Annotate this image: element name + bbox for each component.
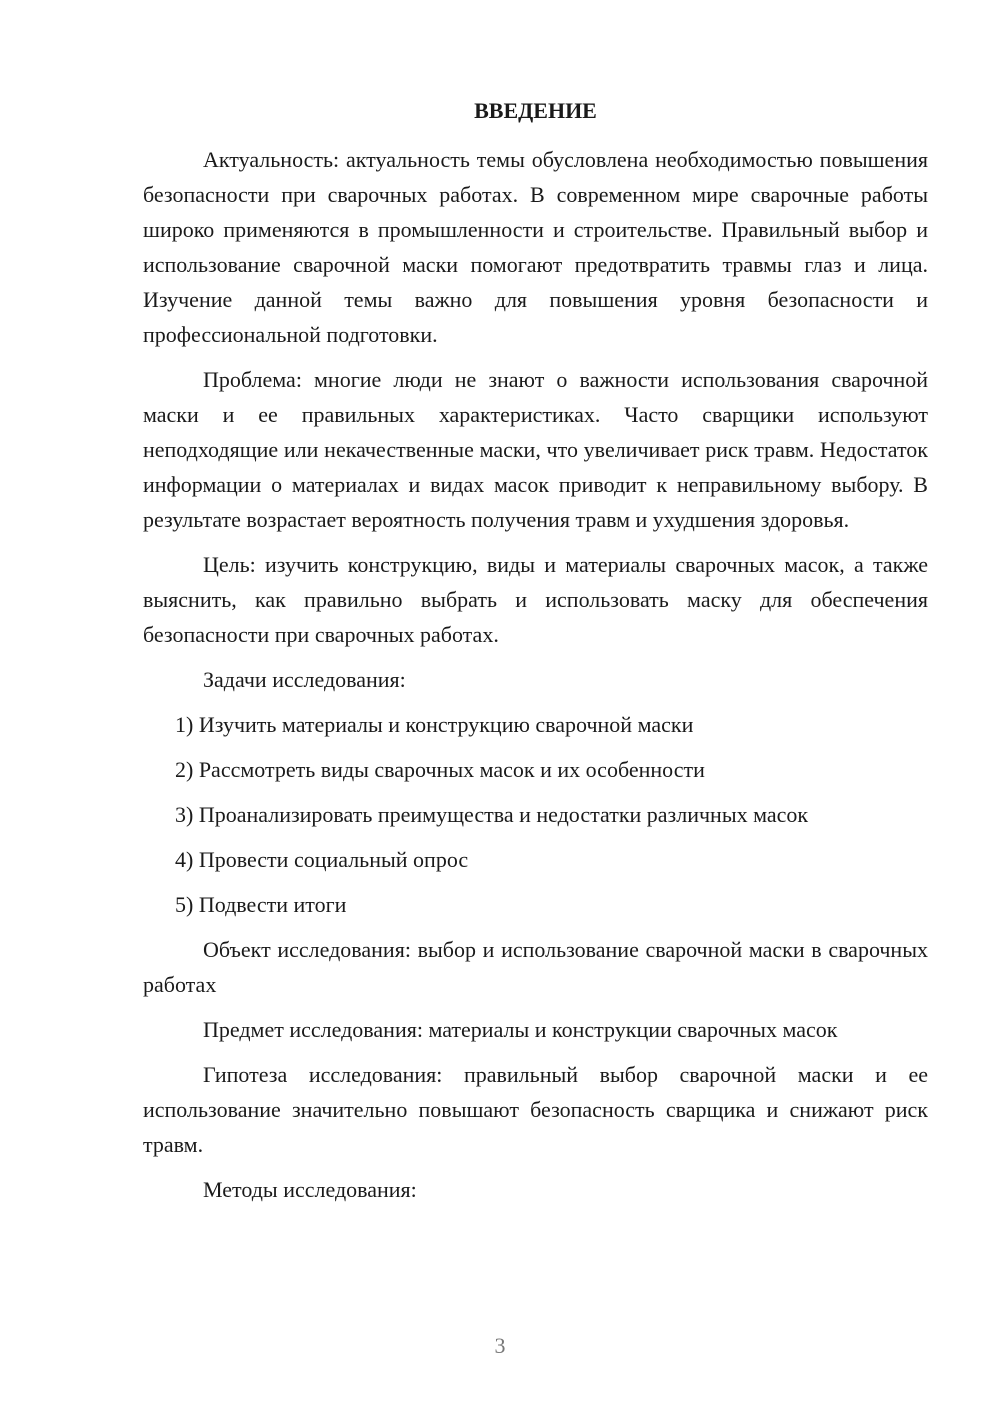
page-content	[143, 93, 928, 1217]
goal-paragraph: Цель: изучить конструкцию, виды и материалы сварочных масок, а также выяснить, как правильно выбрать и использовать маску для обеспечения безопасности при сварочных работах.	[143, 552, 928, 647]
section-heading: ВВЕДЕНИЕ	[474, 98, 597, 123]
list-item: 5) Подвести итоги	[175, 892, 347, 917]
tasks-list	[143, 707, 928, 922]
relevance-paragraph: Актуальность: актуальность темы обусловлена необходимостью повышения безопасности при сварочных работах. В современном мире сварочные работы широко применяются в промышленности и строительстве. Правильный выбор и использование сварочной маски помогают предотвратить травмы глаз и лица. Изучение данной темы важно для повышения уровня безопасности и профессиональной подготовки.	[143, 147, 928, 347]
problem-paragraph: Проблема: многие люди не знают о важности использования сварочной маски и ее правильных характеристиках. Часто сварщики используют неподходящие или некачественные маски, что увеличивает риск травм. Недостаток информации о материалах и видах масок приводит к неправильному выбору. В результате возрастает вероятность получения травм и ухудшения здоровья.	[143, 367, 928, 532]
list-item: 2) Рассмотреть виды сварочных масок и их особенности	[175, 757, 705, 782]
page-number: 3	[494, 1333, 506, 1358]
object-paragraph: Объект исследования: выбор и использование сварочной маски в сварочных работах	[143, 937, 928, 997]
hypothesis-paragraph: Гипотеза исследования: правильный выбор сварочной маски и ее использование значительно повышают безопасность сварщика и снижают риск травм.	[143, 1062, 928, 1157]
tasks-title: Задачи исследования:	[203, 667, 406, 692]
list-item: 4) Провести социальный опрос	[175, 847, 469, 872]
list-item: 1) Изучить материалы и конструкцию сварочной маски	[175, 712, 694, 737]
list-item: 3) Проанализировать преимущества и недостатки различных масок	[175, 802, 809, 827]
methods-title: Методы исследования:	[203, 1177, 417, 1202]
subject-paragraph: Предмет исследования: материалы и конструкции сварочных масок	[203, 1017, 838, 1042]
